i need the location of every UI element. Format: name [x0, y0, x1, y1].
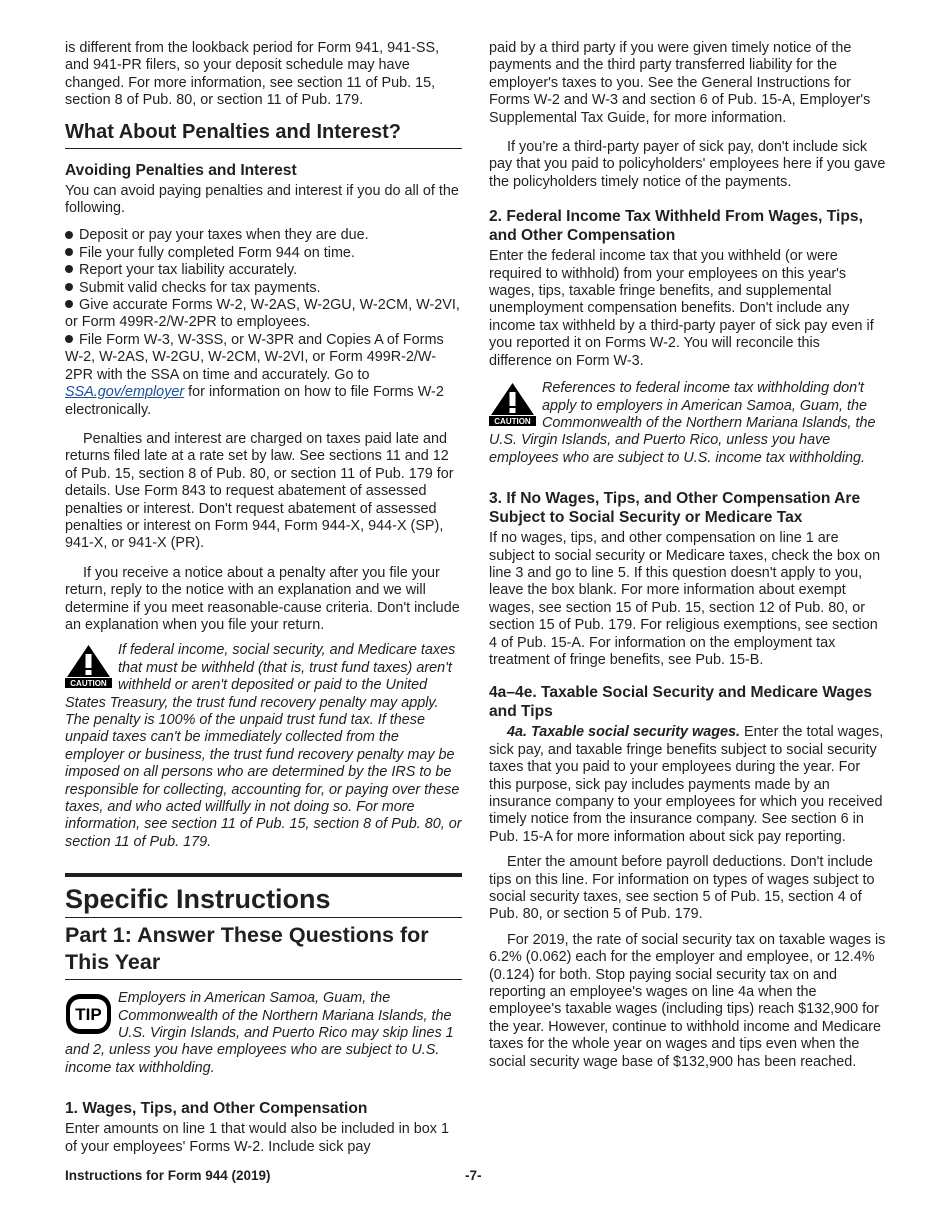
line2-heading: 2. Federal Income Tax Withheld From Wages, Tips, and Other Compensation — [489, 208, 863, 245]
penalties-heading: What About Penalties and Interest? — [65, 120, 462, 149]
list-item: File Form W-3, W-3SS, or W-3PR and Copies A of Forms W-2, W-2AS, W-2GU, W-2CM, W-2VI, or Form 499R-2/W-2PR with the SSA on time and accurately. Go to SSA.gov/employer for information on how to file Forms W-2 electronically. — [65, 331, 444, 418]
list-item: Give accurate Forms W-2, W-2AS, W-2GU, W-2CM, W-2VI, or Form 499R-2/W-2PR to employees. — [65, 297, 460, 331]
caution-text: If federal income, social security, and Medicare taxes that must be withheld (that is, trust fund taxes) aren't withheld or aren't deposited or paid to the United States Treasury, the trust fund recovery penalty may apply. The penalty is 100% of the unpaid trust fund tax. If these unpaid taxes can't be immediately collected from the employer or business, the trust fund recovery penalty may be imposed on all persons who are determined by the IRS to be responsible for collecting, accounting for, or paying over these taxes, and who acted willfully in not doing so. For more information, see section 11 of Pub. 15, section 8 of Pub. 80, or section 11 of Pub. 179. — [65, 642, 462, 850]
line4a-paragraph: 4a. Taxable social security wages. Enter the total wages, sick pay, and taxable fringe benefits subject to social security taxes that you paid to your employees during the year. For this purpose, sick pay includes payments made by an insurance company to your employees for which you received timely notice from the insurance company. See section 6 in Pub. 15-A for more information about sick pay reporting. — [489, 724, 884, 845]
caution-note — [65, 642, 462, 851]
list-item: Submit valid checks for tax payments. — [65, 280, 462, 297]
bullet-icon — [65, 283, 73, 291]
tip-note — [65, 990, 462, 1077]
svg-text:CAUTION: CAUTION — [70, 679, 107, 689]
tip-icon — [65, 993, 112, 1035]
line3-paragraph: If no wages, tips, and other compensation on line 1 are subject to social security or Medicare taxes, check the box on line 3 and go to line 5. If this question doesn't apply to you, leave the box blank. For more information about exempt wages, see section 15 of Pub. 15, section 12 of Pub. 80, or section 15 of Pub. 179. For religious exemptions, see section 4 of Pub. 15-A. For information on the employment tax treatment of fringe benefits, see Pub. 15-B. — [489, 530, 881, 668]
line4-heading: 4a–4e. Taxable Social Security and Medicare Wages and Tips — [489, 684, 873, 721]
intro-paragraph: is different from the lookback period for Form 941, 941-SS, and 941-PR filers, so your deposit schedule may have changed. For more information, see section 11 of Pub. 15, section 8 of Pub. 80, or section 11 of Pub. 179. — [65, 40, 440, 109]
list-item: Deposit or pay your taxes when they are due. — [65, 227, 462, 244]
bullet-icon — [65, 300, 73, 308]
line1-heading: 1. Wages, Tips, and Other Compensation — [65, 1100, 368, 1118]
avoiding-heading: Avoiding Penalties and Interest — [65, 161, 297, 179]
line3-heading: 3. If No Wages, Tips, and Other Compensation Are Subject to Social Security or Medicare Tax — [489, 490, 861, 527]
bullet-icon — [65, 335, 73, 343]
page-number: -7- — [465, 1168, 482, 1183]
bullet-icon — [65, 265, 73, 273]
penalty-notice-paragraph: If you receive a notice about a penalty after you file your return, reply to the notice with an explanation and we will determine if you meet reasonable-cause criteria. Don't include an explanation when you file your return. — [65, 564, 460, 633]
caution-icon — [65, 644, 112, 688]
part1-heading: Part 1: Answer These Questions for This Year — [65, 922, 462, 980]
page-footer — [65, 1168, 885, 1188]
before-deductions-paragraph: Enter the amount before payroll deductions. Don't include tips on this line. For information on types of wages subject to social security taxes, see section 5 of Pub. 15, section 4 of Pub. 80, or section 5 of Pub. 179. — [489, 854, 875, 923]
caution-note — [489, 380, 886, 467]
line1-paragraph: Enter amounts on line 1 that would also be included in box 1 of your employees' Forms W-2. Include sick pay — [65, 1121, 450, 1155]
svg-text:CAUTION: CAUTION — [494, 417, 531, 427]
bullet-icon — [65, 248, 73, 256]
line2-paragraph: Enter the federal income tax that you withheld (or were required to withhold) from your employees on this year's wages, tips, taxable fringe benefits, and supplemental unemployment compensation benefits. Don't include any income tax withheld by a third-party payer of sick pay even if you reported it on Forms W-2. You will reconcile this difference on Form W-3. — [489, 248, 874, 369]
right-column — [489, 40, 886, 1071]
left-column — [65, 40, 462, 1156]
caution-text: References to federal income tax withholding don't apply to employers in American Samoa, Guam, the Commonwealth of the Northern Mariana Islands, the U.S. Virgin Islands, and Puerto Rico, unless you have employees who are subject to U.S. income tax withholding. — [489, 380, 876, 466]
svg-text:TIP: TIP — [75, 1005, 102, 1025]
list-item: Report your tax liability accurately. — [65, 262, 462, 279]
footer-title: Instructions for Form 944 (2019) — [65, 1168, 271, 1183]
penalties-charged-paragraph: Penalties and interest are charged on taxes paid late and returns filed late at a rate set by law. See sections 11 and 12 of Pub. 15, section 8 of Pub. 80, or section 11 of Pub. 179 for details. Use Form 843 to request abatement of assessed penalties or interest. Don't request abatement of assessed penalties or interest on Form 944, Form 944-X, 944-X (SP), 941-X, or 941-X (PR). — [65, 430, 454, 552]
avoid-bullet-list — [65, 227, 462, 418]
continued-paragraph: paid by a third party if you were given timely notice of the payments and the third party transferred liability for the employer's taxes to you. See the General Instructions for Forms W-2 and W-3 and section 6 of Pub. 15-A, Employer's Supplemental Tax Guide, for more information. — [489, 40, 871, 126]
list-item: File your fully completed Form 944 on time. — [65, 245, 462, 262]
tip-text: Employers in American Samoa, Guam, the Commonwealth of the Northern Mariana Islands, the U.S. Virgin Islands, and Puerto Rico may skip lines 1 and 2, unless you have employees who are subject to U.S. income tax withholding. — [65, 990, 454, 1076]
caution-icon — [489, 382, 536, 426]
specific-instructions-heading: Specific Instructions — [65, 873, 462, 918]
avoid-paragraph: You can avoid paying penalties and interest if you do all of the following. — [65, 182, 459, 217]
rate-2019-paragraph: For 2019, the rate of social security tax on taxable wages is 6.2% (0.062) each for the employer and employee, or 12.4% (0.124) for both. Stop paying social security tax on and reporting an employee's wages on line 4a when the employee's taxable wages (including tips) reach $132,900 for the year. However, continue to withhold income and Medicare taxes for the whole year on wages and tips even when the social security wage base of $132,900 has been reached. — [489, 931, 886, 1070]
ssa-employer-link[interactable]: SSA.gov/employer — [65, 384, 185, 401]
line4a-lead: 4a. Taxable social security wages. — [507, 724, 741, 741]
third-party-paragraph: If you’re a third-party payer of sick pay, don't include sick pay that you paid to policyholders' employees here if you gave the policyholders timely notice of the payments. — [489, 139, 886, 190]
bullet-icon — [65, 231, 73, 239]
